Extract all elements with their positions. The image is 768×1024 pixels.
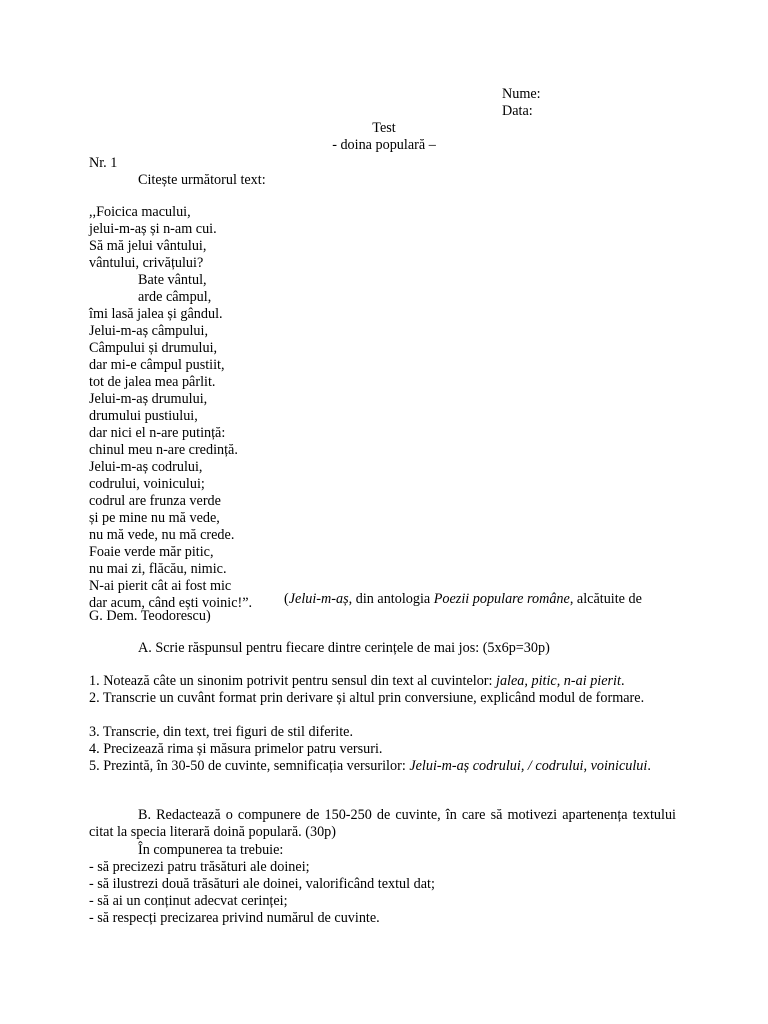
source-work-title: Jelui-m-aș bbox=[288, 591, 349, 607]
poem-line: codrului, voinicului; bbox=[89, 476, 205, 492]
question-1-text: 1. Notează câte un sinonim potrivit pentru sensul din text al cuvintelor: bbox=[89, 673, 497, 689]
poem-line: Bate vântul, bbox=[138, 272, 207, 288]
page-subtitle: - doina populară – bbox=[332, 137, 436, 153]
page-title: Test bbox=[372, 120, 396, 136]
poem-line: Jelui-m-aș drumului, bbox=[89, 391, 208, 407]
poem-line: Jelui-m-aș codrului, bbox=[89, 459, 203, 475]
poem-text bbox=[89, 204, 252, 612]
exercise-instruction: Citește următorul text: bbox=[138, 172, 266, 188]
question-1-words: jalea, pitic, n-ai pierit bbox=[496, 673, 621, 689]
question-5-end: . bbox=[647, 758, 651, 774]
question-2: 2. Transcrie un cuvânt format prin derivare și altul prin conversiune, explicând modul de formare. bbox=[89, 690, 645, 706]
poem-line: Să mă jelui vântului, bbox=[89, 238, 207, 254]
question-4: 4. Precizează rima și măsura primelor patru versuri. bbox=[89, 741, 383, 757]
poem-line: vântului, crivățului? bbox=[89, 255, 204, 271]
question-5 bbox=[89, 758, 676, 775]
poem-source bbox=[284, 591, 642, 608]
poem-line: drumului pustiului, bbox=[89, 408, 198, 424]
poem-line: nu mă vede, nu mă crede. bbox=[89, 527, 235, 543]
question-5-text: 5. Prezintă, în 30-50 de cuvinte, semnificația versurilor: bbox=[89, 758, 410, 774]
poem-line: tot de jalea mea pârlit. bbox=[89, 374, 216, 390]
question-3: 3. Transcrie, din text, trei figuri de stil diferite. bbox=[89, 724, 353, 740]
poem-line: și pe mine nu mă vede, bbox=[89, 510, 220, 526]
poem-line: îmi lasă jalea și gândul. bbox=[89, 306, 223, 322]
question-1 bbox=[89, 673, 676, 690]
requirement-item: - să ilustrezi două trăsături ale doinei, valorificând textul dat; bbox=[89, 876, 435, 892]
poem-line: Câmpului și drumului, bbox=[89, 340, 218, 356]
poem-line: codrul are frunza verde bbox=[89, 493, 221, 509]
requirement-item: - să ai un conținut adecvat cerinței; bbox=[89, 893, 288, 909]
poem-line: chinul meu n-are credință. bbox=[89, 442, 238, 458]
question-1-end: . bbox=[620, 673, 625, 689]
date-label: Data: bbox=[502, 103, 533, 119]
poem-line: Foaie verde măr pitic, bbox=[89, 544, 214, 560]
poem-line: arde câmpul, bbox=[138, 289, 212, 305]
requirement-item: - să precizezi patru trăsături ale doinei; bbox=[89, 859, 310, 875]
poem-line: nu mai zi, flăcău, nimic. bbox=[89, 561, 227, 577]
poem-line: ,,Foicica macului, bbox=[89, 204, 191, 220]
poem-line: dar nici el n-are putință: bbox=[89, 425, 226, 441]
question-5-verses: Jelui-m-aș codrului, / codrului, voinicului bbox=[409, 758, 648, 774]
source-mid: , din antologia bbox=[348, 591, 434, 607]
requirements-list bbox=[89, 842, 676, 927]
name-label: Nume: bbox=[502, 86, 541, 102]
poem-source-line2: G. Dem. Teodorescu) bbox=[89, 608, 211, 624]
poem-line: jelui-m-aș și n-am cui. bbox=[89, 221, 217, 237]
section-a-intro: A. Scrie răspunsul pentru fiecare dintre cerințele de mai jos: (5x6p=30p) bbox=[138, 640, 550, 656]
poem-line: dar mi-e câmpul pustiit, bbox=[89, 357, 225, 373]
requirement-item: - să respecți precizarea privind numărul de cuvinte. bbox=[89, 910, 380, 926]
exercise-number: Nr. 1 bbox=[89, 155, 118, 171]
poem-line: Jelui-m-aș câmpului, bbox=[89, 323, 208, 339]
poem-line-last: dar acum, când ești voinic!”. bbox=[89, 595, 253, 611]
source-after: , alcătuite de bbox=[569, 591, 642, 607]
section-b-intro: B. Redactează o compunere de 150-250 de cuvinte, în care să motivezi apartenența textului citat la specia literară doină populară. (30p) bbox=[89, 807, 676, 840]
poem-line: N-ai pierit cât ai fost mic bbox=[89, 578, 232, 594]
source-open: ( bbox=[284, 591, 289, 607]
source-anthology-title: Poezii populare române bbox=[433, 591, 570, 607]
requirements-heading: În compunerea ta trebuie: bbox=[138, 842, 284, 858]
